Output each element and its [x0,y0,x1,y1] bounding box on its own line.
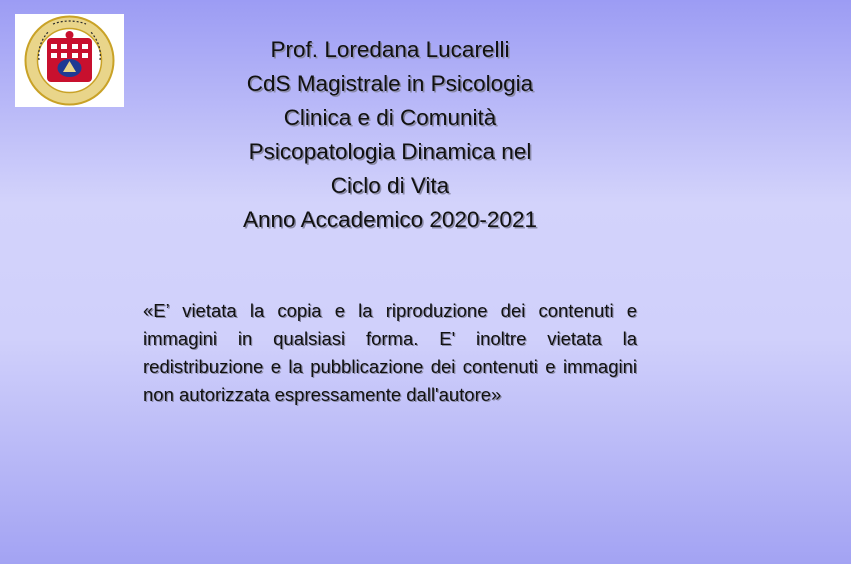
subject-line-2: Ciclo di Vita [330,173,450,198]
university-seal-icon [15,14,124,107]
degree-course-line-2: Clinica e di Comunità [283,105,497,130]
course-title-block [190,33,590,237]
degree-course-line-1: CdS Magistrale in Psicologia [246,71,534,96]
professor-name: Prof. Loredana Lucarelli [270,37,510,62]
university-logo [15,14,124,107]
subject-line-1: Psicopatologia Dinamica nel [248,139,532,164]
academic-year: Anno Accademico 2020-2021 [243,207,537,232]
copyright-notice: «E’ vietata la copia e la riproduzione dei contenuti e immagini in qualsiasi forma. E' inoltre vietata la redistribuzione e la pubblicazione dei contenuti e immagini non autorizzata espressamente dall'autore» [143,300,637,405]
